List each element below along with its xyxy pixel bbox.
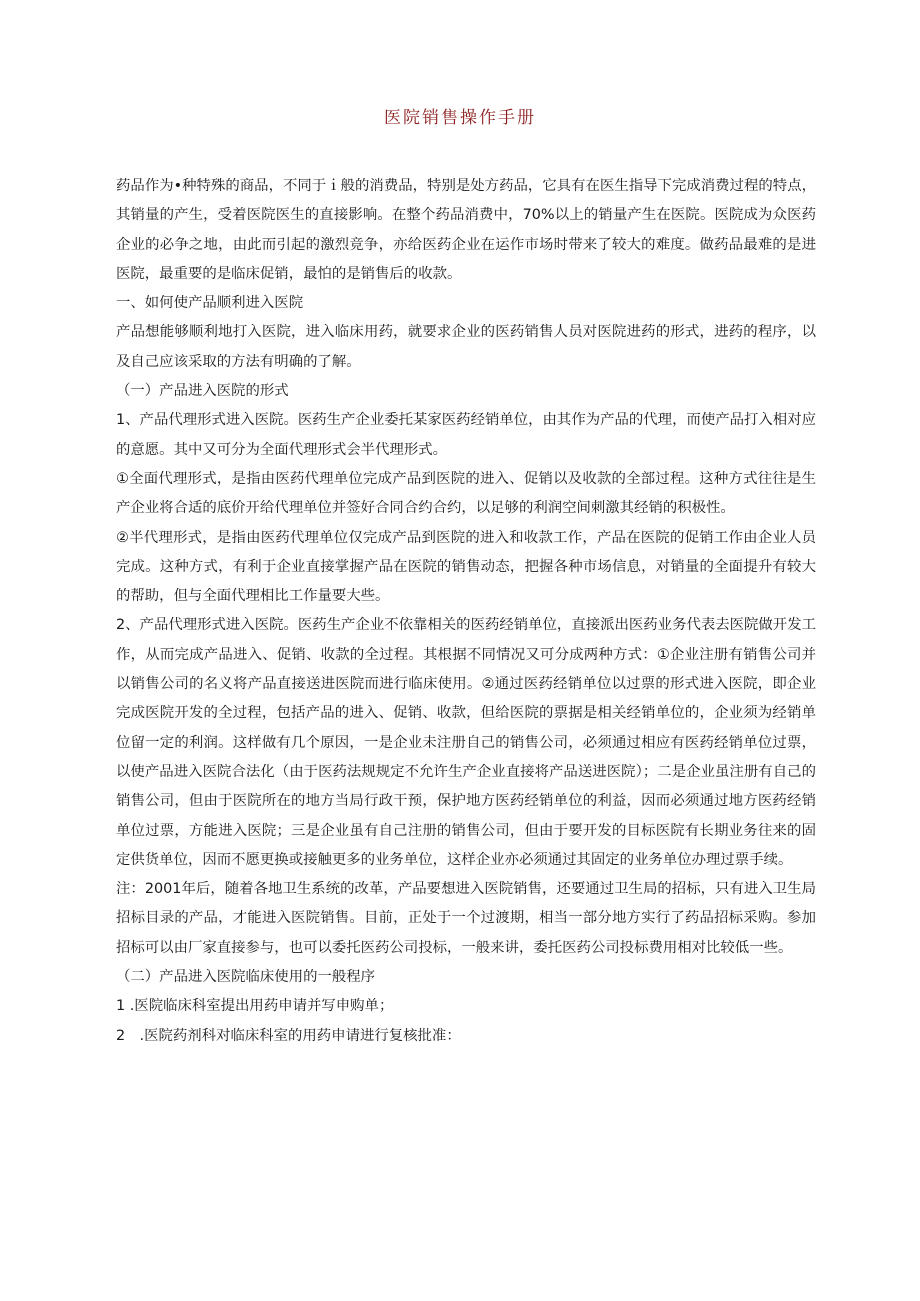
procedure-step-2: 2 .医院药剂科对临床科室的用药申请进行复核批准： xyxy=(116,1027,461,1044)
section-heading-1: 一、如何使产品顺利进入医院 xyxy=(116,295,304,312)
item-1-paragraph: 1、产品代理形式进入医院。医药生产企业委托某家医药经销单位，由其作为产品的代理，而使产品打入相对应的意愿。其中又可分为全面代理形式会半代理形式。 xyxy=(116,412,816,458)
document-title: 医院销售操作手册 xyxy=(384,108,536,128)
subsection-heading-1: （一）产品进入医院的形式 xyxy=(116,383,289,400)
subsection-heading-2: （二）产品进入医院临床使用的一般程序 xyxy=(116,969,376,986)
procedure-step-1: 1 .医院临床科室提出用药申请并写申购单； xyxy=(116,998,394,1015)
note-paragraph: 注：2001年后，随着各地卫生系统的改革，产品要想进入医院销售，还要通过卫生局的招标，只有进入卫生局招标目录的产品，才能进入医院销售。目前，正处于一个过渡期，相当一部分地方实行了药品招标采购。参加招标可以由厂家直接参与，也可以委托医药公司投标，一般来讲，委托医药公司投标费用相对比较低一些。 xyxy=(116,881,816,956)
half-agency-paragraph: ②半代理形式，是指由医药代理单位仅完成产品到医院的进入和收款工作，产品在医院的促销工作由企业人员完成。这种方式，有利于企业直接掌握产品在医院的销售动态，把握各种市场信息，对销量的全面提升有较大的帮助，但与全面代理相比工作量要大些。 xyxy=(116,529,816,605)
intro-paragraph: 药品作为•种特殊的商品，不同于ｉ般的消费品，特别是处方药品，它具有在医生指导下完成消费过程的特点，其销量的产生，受着医院医生的直接影响。在整个药品消费中，70%以上的销量产生在医院。医院成为众医药企业的必争之地，由此而引起的激烈竞争，亦给医药企业在运作市场时带来了较大的难度。做药品最难的是进医院，最重要的是临床促销，最怕的是销售后的收款。 xyxy=(116,178,816,282)
full-agency-paragraph: ①全面代理形式，是指由医药代理单位完成产品到医院的进入、促销以及收款的全部过程。这种方式往往是生产企业将合适的底价开给代理单位并签好合同合约合约，以足够的利润空间刺激其经销的积极性。 xyxy=(116,470,816,517)
document-body xyxy=(116,172,816,1051)
section-1-intro: 产品想能够顺利地打入医院，进入临床用药，就要求企业的医药销售人员对医院进药的形式，进药的程序，以及自己应该采取的方法有明确的了解。 xyxy=(116,324,816,370)
item-2-paragraph: 2、产品代理形式进入医院。医药生产企业不依靠相关的医药经销单位，直接派出医药业务代表去医院做开发工作，从而完成产品进入、促销、收款的全过程。其根据不同情况又可分成两种方式：①企业注册有销售公司并以销售公司的名义将产品直接送进医院而进行临床使用。②通过医药经销单位以过票的形式进入医院，即企业完成医院开发的全过程，包括产品的进入、促销、收款，但给医院的票据是相关经销单位的，企业须为经销单位留一定的利润。这样做有几个原因，一是企业未注册自己的销售公司，必须通过相应有医药经销单位过票，以使产品进入医院合法化（由于医药法规规定不允许生产企业直接将产品送进医院）；二是企业虽注册有自己的销售公司，但由于医院所在的地方当局行政干预，保护地方医药经销单位的利益，因而必须通过地方医药经销单位过票，方能进入医院；三是企业虽有自己注册的销售公司，但由于要开发的目标医院有长期业务往来的固定供货单位，因而不愿更换或接触更多的业务单位，这样企业亦必须通过其固定的业务单位办理过票手续。 xyxy=(116,617,816,868)
